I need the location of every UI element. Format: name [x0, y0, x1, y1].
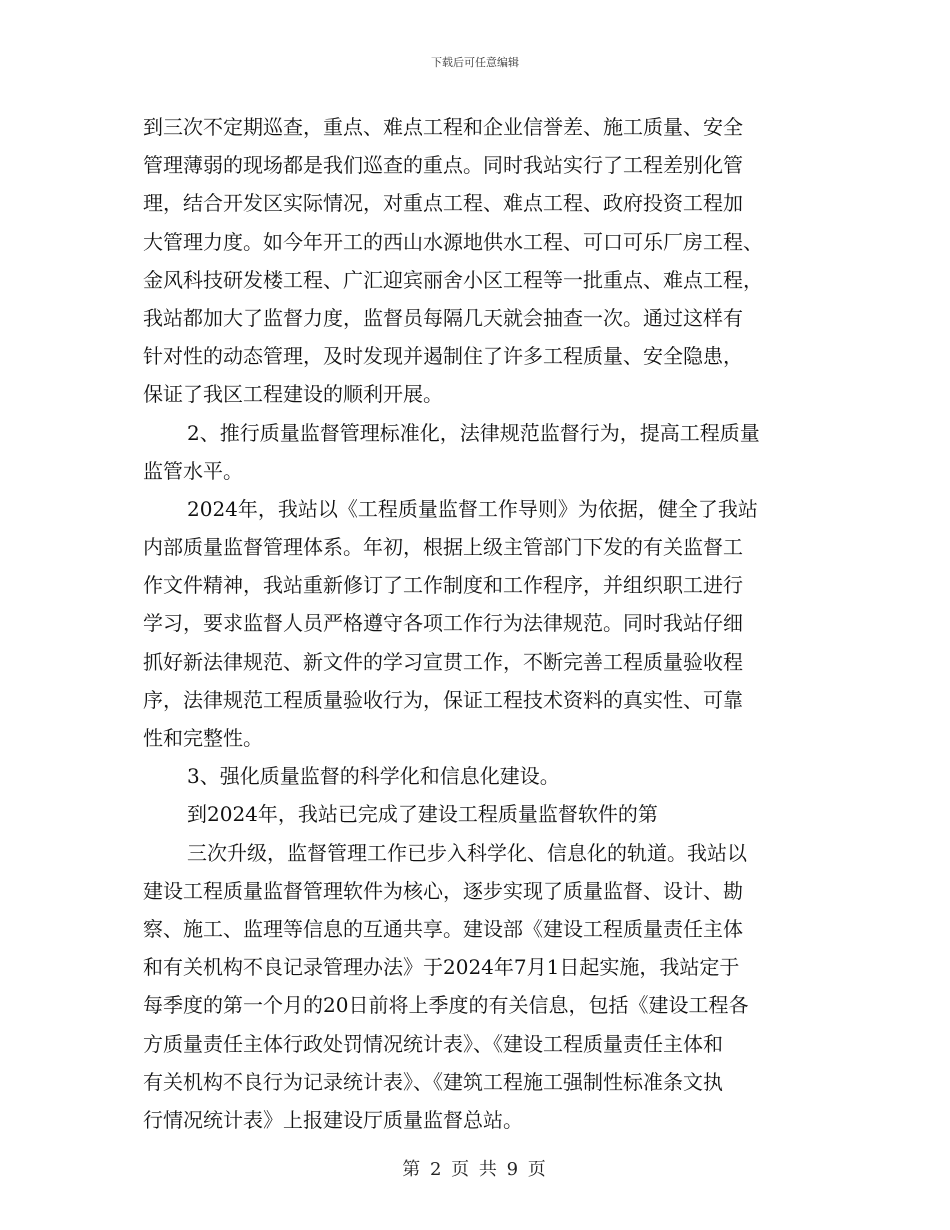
text-line: 学习，要求监督人员严格遵守各项工作行为法律规范。同时我站仔细	[143, 611, 743, 636]
text-line: 金风科技研发楼工程、广汇迎宾丽舍小区工程等一批重点、难点工程，	[143, 267, 763, 292]
text-line: 针对性的动态管理，及时发现并遏制住了许多工程质量、安全隐患，	[143, 344, 743, 369]
text-line: 2、推行质量监督管理标准化，法律规范监督行为，提高工程质量	[187, 420, 760, 445]
text-line: 3、强化质量监督的科学化和信息化建设。	[187, 764, 560, 789]
text-line: 2024年，我站以《工程质量监督工作导则》为依据，健全了我站	[187, 496, 758, 521]
text-line: 三次升级，监督管理工作已步入科学化、信息化的轨道。我站以	[187, 840, 747, 865]
text-line: 到2024年，我站已完成了建设工程质量监督软件的第	[187, 802, 658, 827]
text-line: 抓好新法律规范、新文件的学习宣贯工作，不断完善工程质量验收程	[143, 649, 743, 674]
text-line: 理，结合开发区实际情况，对重点工程、难点工程、政府投资工程加	[143, 191, 743, 216]
text-line: 到三次不定期巡查，重点、难点工程和企业信誉差、施工质量、安全	[143, 115, 743, 139]
text-line: 内部质量监督管理体系。年初，根据上级主管部门下发的有关监督工	[143, 535, 743, 560]
text-line: 方质量责任主体行政处罚情况统计表》、《建设工程质量责任主体和	[143, 1031, 723, 1056]
text-line: 保证了我区工程建设的顺利开展。	[143, 382, 443, 407]
text-line: 我站都加大了监督力度，监督员每隔几天就会抽查一次。通过这样有	[143, 305, 743, 330]
text-line: 作文件精神，我站重新修订了工作制度和工作程序，并组织职工进行	[143, 573, 743, 598]
page-number: 第 2 页 共 9 页	[402, 1159, 548, 1180]
document-body	[143, 108, 813, 1139]
text-line: 和有关机构不良记录管理办法》于2024年7月1日起实施，我站定于	[143, 955, 740, 980]
text-line: 每季度的第一个月的20日前将上季度的有关信息，包括《建设工程各	[143, 993, 749, 1018]
text-line: 管理薄弱的现场都是我们巡查的重点。同时我站实行了工程差别化管	[143, 153, 743, 178]
text-line: 行情况统计表》上报建设厅质量监督总站。	[143, 1107, 523, 1132]
page-header: 下载后可任意编辑	[431, 56, 519, 69]
text-line: 序，法律规范工程质量验收行为，保证工程技术资料的真实性、可靠	[143, 687, 743, 712]
text-line: 察、施工、监理等信息的互通共享。建设部《建设工程质量责任主体	[143, 916, 743, 941]
text-line: 大管理力度。如今年开工的西山水源地供水工程、可口可乐厂房工程、	[143, 229, 763, 254]
text-line: 有关机构不良行为记录统计表》、《建筑工程施工强制性标准条文执	[143, 1069, 723, 1094]
text-line: 性和完整性。	[143, 726, 263, 750]
text-line: 建设工程质量监督管理软件为核心，逐步实现了质量监督、设计、勘	[143, 878, 743, 903]
text-line: 监管水平。	[143, 458, 243, 483]
